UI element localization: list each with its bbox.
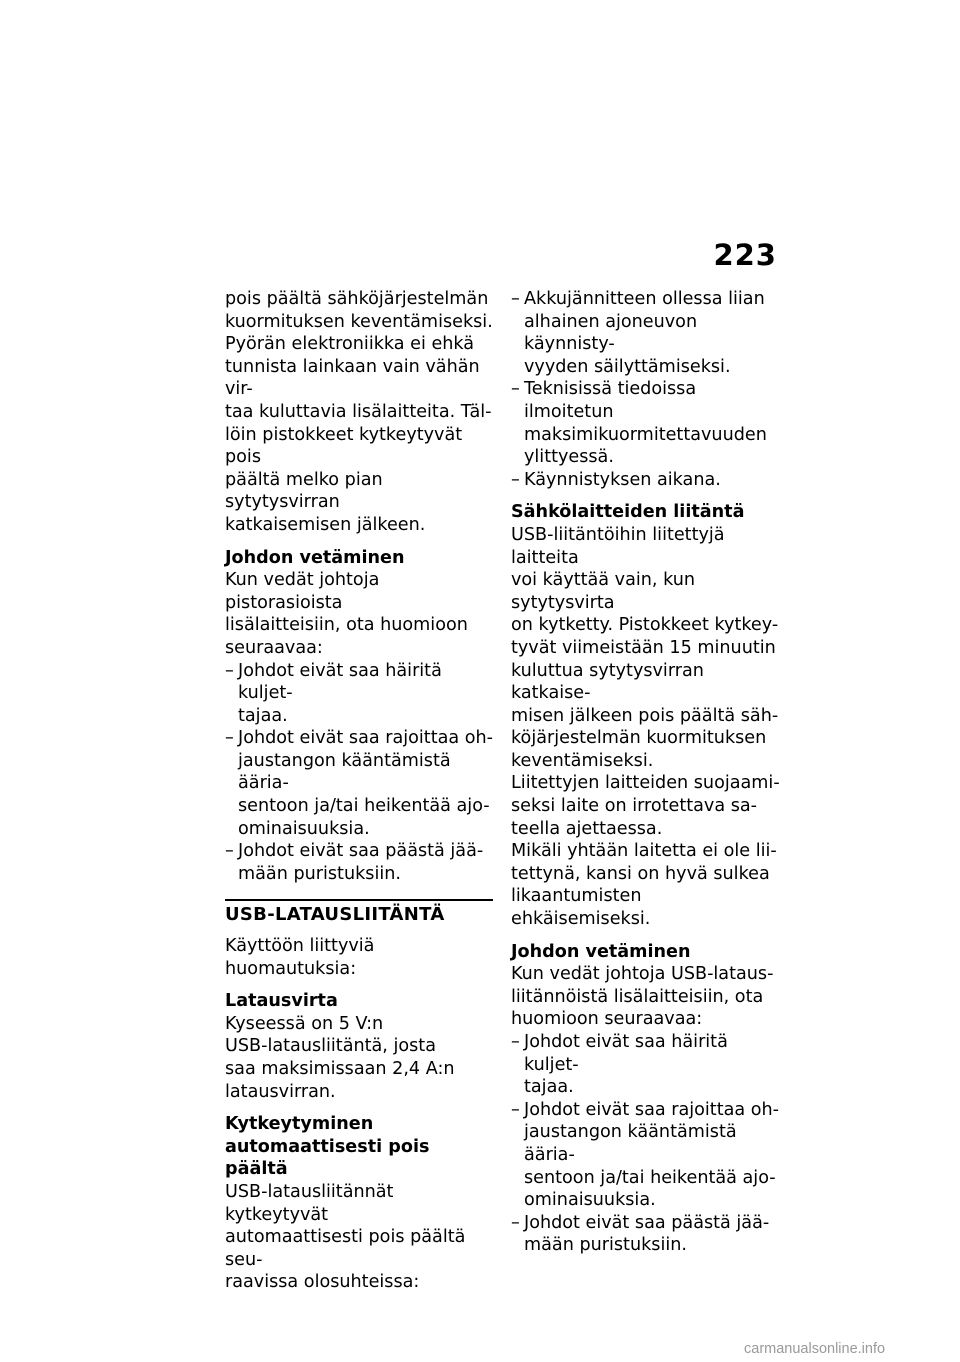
list-item: – Johdot eivät saa rajoittaa oh- jaustangon kääntämistä ääria- sentoon ja/tai heikentää ajo- ominaisuuksia. [225, 727, 493, 840]
usb-intro: Käyttöön liittyviä huomautuksia: [225, 936, 375, 979]
list-item: – Johdot eivät saa häiritä kuljet- tajaa. [225, 660, 493, 728]
watermark: carmanualsonline.info [744, 1341, 886, 1357]
right-column [511, 288, 785, 1267]
auto-off-heading: Kytkeytyminen automaattisesti pois päältä [225, 1114, 430, 1180]
list-item: – Johdot eivät saa rajoittaa oh- jaustangon kääntämistä ääria- sentoon ja/tai heikentää ajo- ominaisuuksia. [511, 1099, 785, 1212]
auto-off-text: USB-latausliitännät kytkeytyvät automaattisesti pois päältä seu- raavissa olosuhteissa: [225, 1181, 466, 1293]
list-item: – Akkujännitteen ollessa liian alhainen ajoneuvon käynnisty- vyyden säilyttämiseksi. [511, 288, 785, 378]
charge-current-heading: Latausvirta [225, 991, 338, 1012]
list-item: – Johdot eivät saa häiritä kuljet- tajaa. [511, 1031, 785, 1099]
auto-off-list [511, 288, 785, 491]
page-number: 223 [713, 238, 777, 272]
cable-routing-list [225, 660, 493, 886]
cable-routing-heading: Johdon vetäminen [225, 547, 405, 568]
left-column [225, 288, 493, 1304]
list-item: – Johdot eivät saa päästä jää- mään puristuksiin. [511, 1212, 785, 1257]
usb-cable-routing-text: Kun vedät johtoja USB-lataus- liitännöistä lisälaitteisiin, ota huomioon seuraavaa: [511, 964, 774, 1030]
list-item: – Teknisissä tiedoissa ilmoitetun maksimikuormitettavuuden ylittyessä. [511, 378, 785, 468]
list-item: – Käynnistyksen aikana. [511, 469, 785, 492]
charge-current-text: Kyseessä on 5 V:n USB-latausliitäntä, josta saa maksimissaan 2,4 A:n latausvirran. [225, 1013, 455, 1102]
usb-cable-routing-list [511, 1031, 785, 1257]
cable-routing-text: Kun vedät johtoja pistorasioista lisälaitteisiin, ota huomioon seuraavaa: [225, 570, 468, 658]
device-protection-text: Liitettyjen laitteiden suojaami- seksi laite on irrotettava sa- teella ajettaessa. [511, 773, 780, 839]
device-connection-text: USB-liitäntöihin liitettyjä laitteita voi käyttää vain, kun sytytysvirta on kytketty. Pistokkeet kytkey- tyvät viimeistään 15 minuutin kuluttua sytytysvirran katkaise- misen jälkeen pois päältä säh- köjärjestelmän kuormituksen keventämiseksi. [511, 524, 779, 771]
usb-cable-routing-heading: Johdon vetäminen [511, 941, 691, 962]
device-connection-heading: Sähkölaitteiden liitäntä [511, 502, 745, 523]
list-item: – Johdot eivät saa päästä jää- mään puristuksiin. [225, 840, 493, 885]
usb-section-heading: USB-LATAUSLIITÄNTÄ [225, 899, 493, 927]
intro-paragraph: pois päältä sähköjärjestelmän kuormituksen keventämiseksi. Pyörän elektroniikka ei ehkä tunnista lainkaan vain vähän vir- taa kuluttavia lisälaitteita. Täl- löin pistokkeet kytkeytyvät pois päältä melko pian sytytysvirran katkaisemisen jälkeen. [225, 289, 493, 535]
cover-text: Mikäli yhtään laitetta ei ole lii- tettynä, kansi on hyvä sulkea likaantumisten ehkäisemiseksi. [511, 841, 777, 930]
